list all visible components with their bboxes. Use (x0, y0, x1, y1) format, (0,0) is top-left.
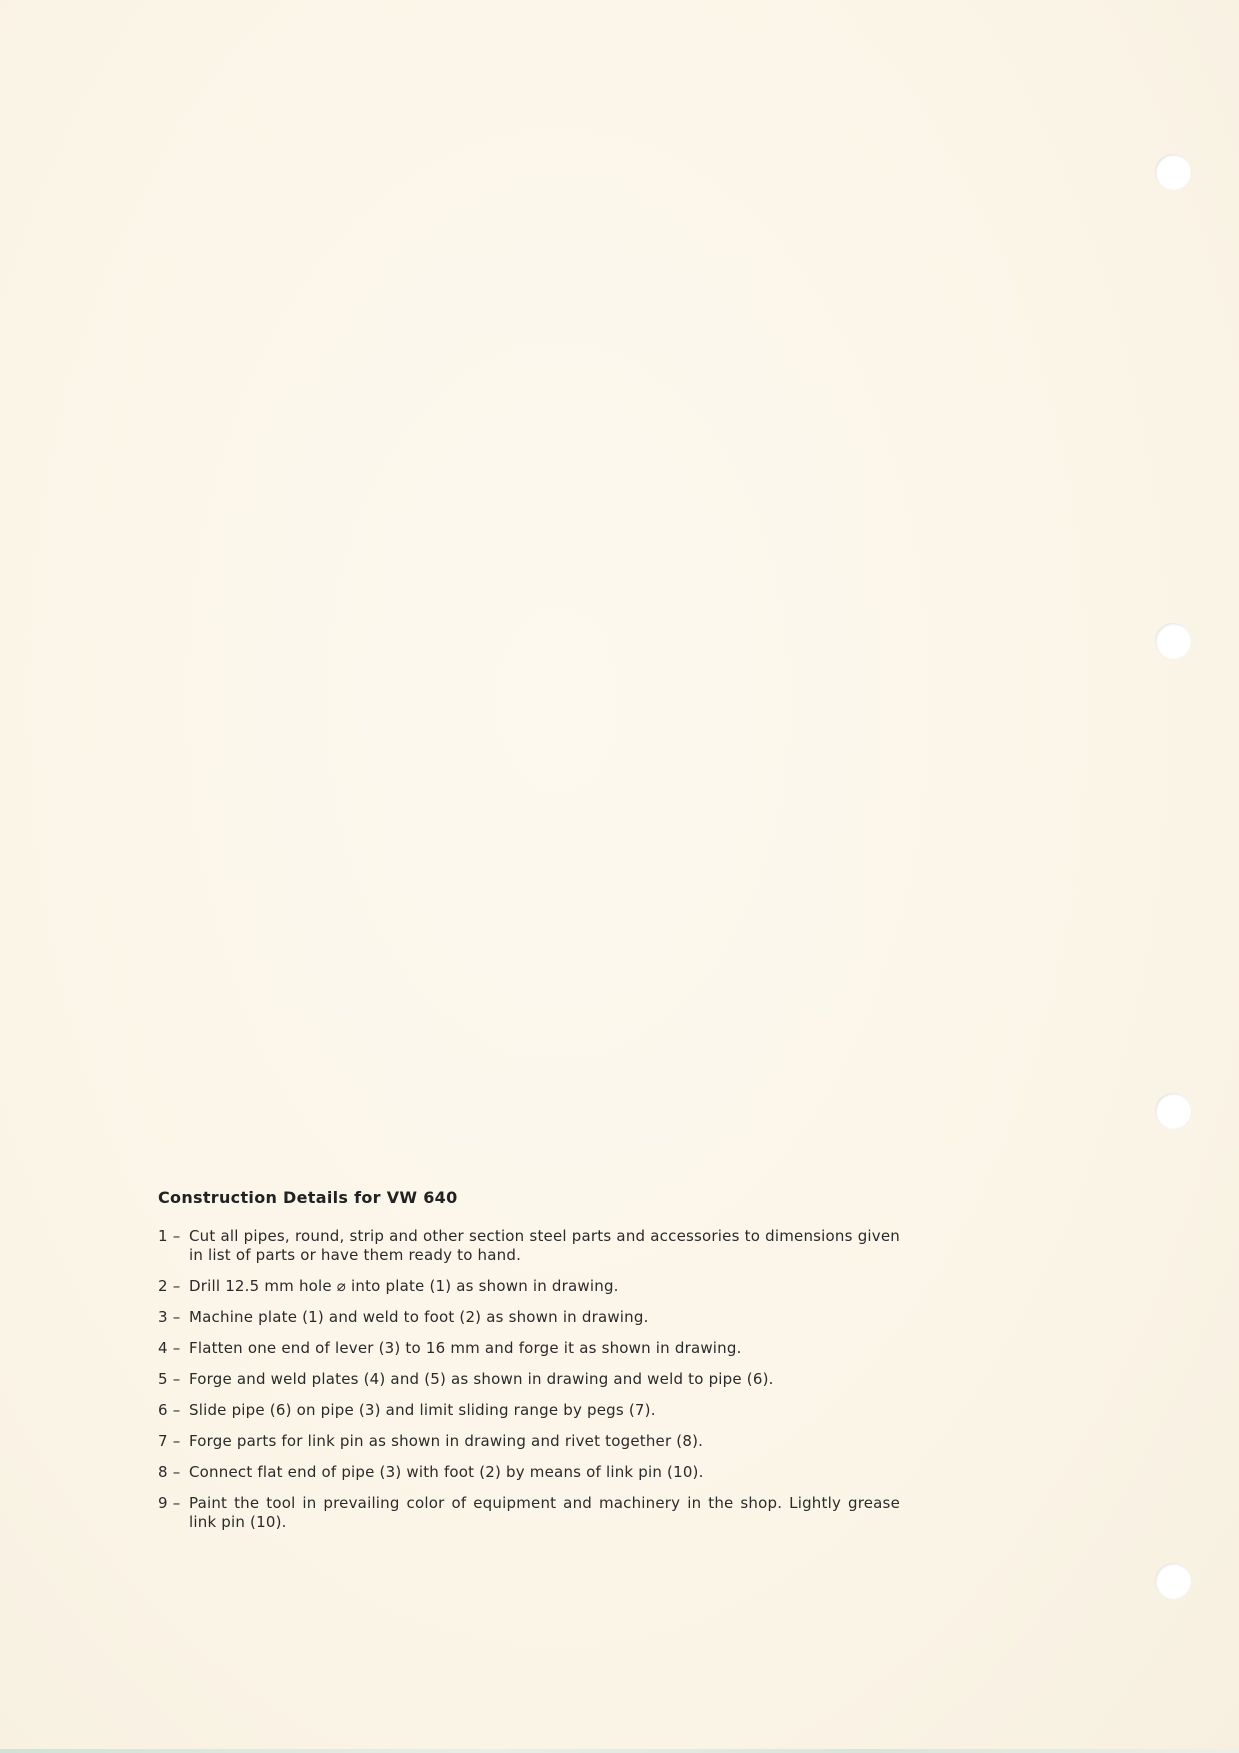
step-number: 7 – (158, 1432, 181, 1450)
step-number: 9 – (158, 1494, 181, 1512)
step-item (158, 1277, 900, 1296)
step-text: Forge and weld plates (4) and (5) as shown in drawing and weld to pipe (6). (189, 1370, 774, 1388)
step-text: Machine plate (1) and weld to foot (2) as shown in drawing. (189, 1308, 649, 1326)
step-number: 1 – (158, 1227, 181, 1245)
punch-hole (1155, 1563, 1191, 1599)
page-bottom-edge (0, 1749, 1239, 1753)
step-text: Flatten one end of lever (3) to 16 mm and forge it as shown in drawing. (189, 1339, 742, 1357)
steps-list (158, 1227, 900, 1532)
step-text: Drill 12.5 mm hole ⌀ into plate (1) as shown in drawing. (189, 1277, 619, 1295)
step-text: Connect flat end of pipe (3) with foot (2) by means of link pin (10). (189, 1463, 704, 1481)
step-item (158, 1308, 900, 1327)
punch-hole (1155, 623, 1191, 659)
step-item (158, 1463, 900, 1482)
step-text: Paint the tool in prevailing color of equipment and machinery in the shop. Lightly grease link pin (10). (189, 1494, 900, 1531)
step-item (158, 1401, 900, 1420)
step-number: 2 – (158, 1277, 181, 1295)
step-item (158, 1432, 900, 1451)
punch-hole (1155, 1093, 1191, 1129)
section-heading: Construction Details for VW 640 (158, 1188, 458, 1207)
punch-hole (1155, 154, 1191, 190)
step-item (158, 1227, 900, 1265)
step-text: Forge parts for link pin as shown in drawing and rivet together (8). (189, 1432, 704, 1450)
step-number: 8 – (158, 1463, 181, 1481)
step-item (158, 1494, 900, 1532)
step-number: 6 – (158, 1401, 181, 1419)
step-item (158, 1370, 900, 1389)
step-number: 4 – (158, 1339, 181, 1357)
step-number: 5 – (158, 1370, 181, 1388)
step-text: Slide pipe (6) on pipe (3) and limit sliding range by pegs (7). (189, 1401, 656, 1419)
step-text: Cut all pipes, round, strip and other section steel parts and accessories to dimensions given in list of parts or have them ready to hand. (189, 1227, 900, 1264)
construction-details-section (158, 1188, 900, 1544)
step-number: 3 – (158, 1308, 181, 1326)
step-item (158, 1339, 900, 1358)
